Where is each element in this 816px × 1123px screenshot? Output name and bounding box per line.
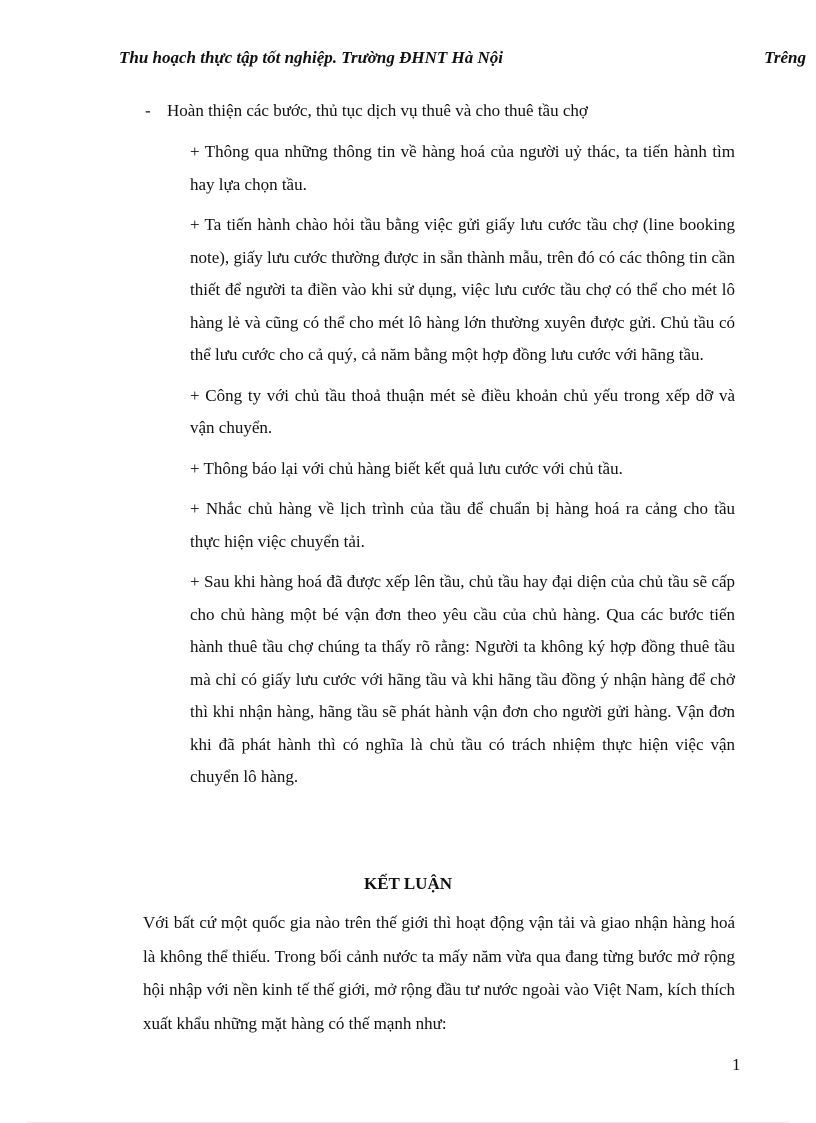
conclusion-paragraph: Với bất cứ một quốc gia nào trên thế giới thì hoạt động vận tải và giao nhận hàng hoá là không thể thiếu. Trong bối cảnh nước ta mấy năm vừa qua đang từng bước mở rộng hội nhập với nền kinh tế thế giới, mở rộng đầu tư nước ngoài vào Việt Nam, kích thích xuất khẩu những mặt hàng có thế mạnh như: (143, 913, 735, 1033)
sub-item-1: + Thông qua những thông tin về hàng hoá của người uỷ thác, ta tiến hành tìm hay lựa chọn tầu. (190, 142, 735, 194)
sub-item-3: + Công ty với chủ tầu thoả thuận mét sè điều khoản chủ yếu trong xếp dỡ và vận chuyển. (190, 385, 735, 437)
sub-item-4: + Thông báo lại với chủ hàng biết kết quả lưu cước với chủ tầu. (190, 458, 623, 478)
conclusion-heading: KẾT LUẬN (363, 874, 452, 893)
sub-item-2: + Ta tiến hành chào hỏi tầu bằng việc gửi giấy lưu cước tầu chợ (line booking note), giấy lưu cước thường được in sẵn thành mẫu, trên đó có các thông tin cần thiết để người ta điền vào khi sử dụng, việc lưu cước tầu chợ có thể cho mét lô hàng lẻ và cũng có thể cho mét lô hàng lớn thường xuyên được gửi. Chủ tầu có thể lưu cước cho cả quý, cả năm bằng một hợp đồng lưu cước với hãng tầu. (190, 215, 735, 364)
bullet-marker: - (145, 101, 151, 120)
header-right-text: Trêng (764, 48, 806, 67)
header-title: Thu hoạch thực tập tốt nghiệp. Trường ĐHNT Hà Nội (119, 48, 504, 67)
sub-item-6: + Sau khi hàng hoá đã được xếp lên tầu, chủ tầu hay đại diện của chủ tầu sẽ cấp cho chủ hàng một bé vận đơn theo yêu cầu của chủ hàng. Qua các bước tiến hành thuê tầu chợ chúng ta thấy rõ rằng: Người ta không ký hợp đồng thuê tầu mà chỉ có giấy lưu cước với hãng tầu và khi hãng tầu đồng ý nhận hàng để chở thì khi nhận hàng, hãng tầu sẽ phát hành vận đơn cho người gửi hàng. Vận đơn khi đã phát hành thì có nghĩa là chủ tầu có trách nhiệm thực hiện việc vận chuyển lô hàng. (190, 572, 735, 786)
sub-item-list (190, 136, 735, 802)
bullet-item-text: Hoàn thiện các bước, thủ tục dịch vụ thuê và cho thuê tầu chợ (167, 101, 588, 120)
page-number: 1 (732, 1055, 741, 1074)
sub-item-5: + Nhắc chủ hàng về lịch trình của tầu để chuẩn bị hàng hoá ra cảng cho tầu thực hiện việc chuyển tải. (190, 499, 735, 551)
